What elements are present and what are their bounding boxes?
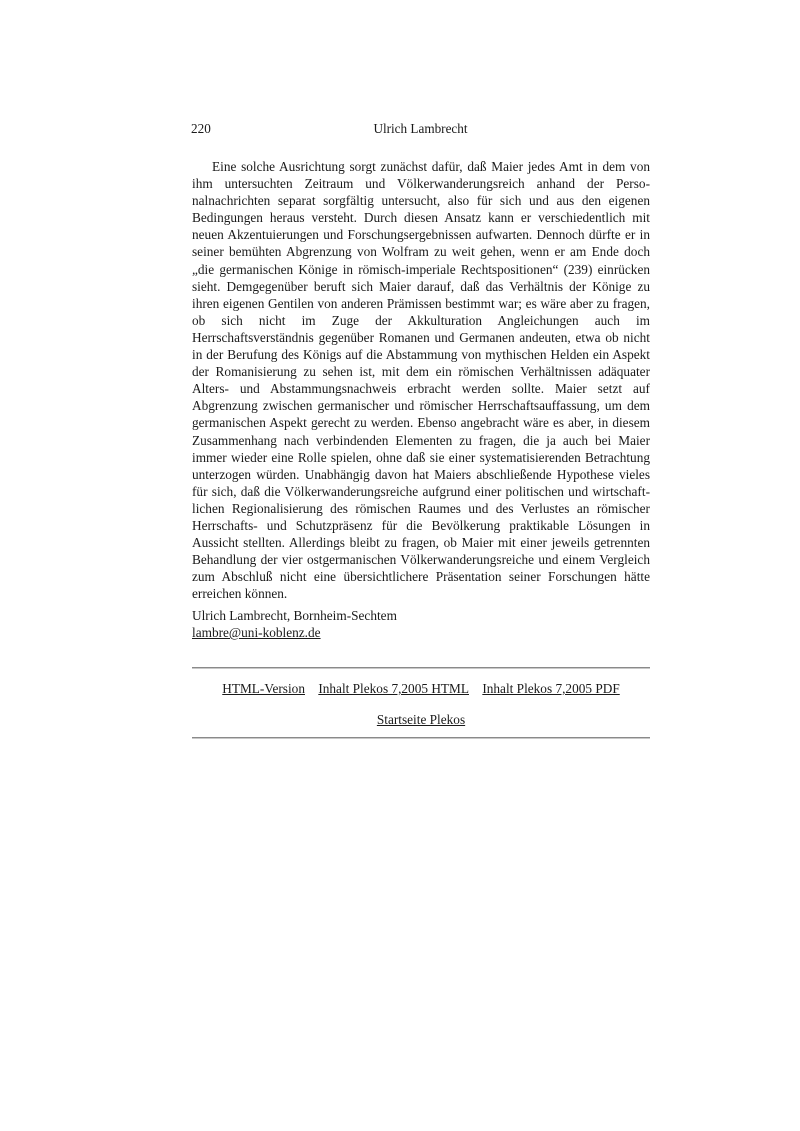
author-location: Ulrich Lambrecht, Bornheim-Sechtem xyxy=(192,608,397,623)
divider-top xyxy=(192,667,650,669)
signature-block xyxy=(192,607,650,641)
page-header xyxy=(191,120,650,138)
nav-row-2 xyxy=(192,711,650,728)
paragraph: Eine solche Ausrichtung sorgt zunächst dafür, daß Maier jedes Amt in dem von ihm untersuchten Zeitraum und Völkerwanderungsreich anhand der Personalnachrichten separat sorgfältig untersucht, also für sich und aus den eigenen Bedingungen heraus versteht. Durch diesen Ansatz kann er verschiedentlich mit neuen Akzentuierungen und Forschungsergebnissen aufwarten. Dennoch dürfte er in seiner bemühten Abgrenzung von Wolfram zu weit gehen, wenn er am Ende doch „die germanischen Könige in römisch-imperiale Rechtspositionen“ (239) einrücken sieht. Demgegenüber beruft sich Maier darauf, daß das Verhältnis der Könige zu ihren eigenen Gentilen von anderen Prämissen bestimmt war; es wäre aber zu fragen, ob sich nicht im Zuge der Akkulturation Angleichungen auch im Herrschaftsverständnis gegenüber Romanen und Germanen andeuten, etwa ob nicht in der Berufung des Königs auf die Abstammung von mythischen Helden ein Aspekt der Romanisierung zu sehen ist, mit dem ein römischen Verhältnissen adäquater Alters- und Abstammungsnachweis erbracht werden sollte. Maier setzt auf Abgrenzung zwischen germanischer und römischer Herrschaftsauffassung, um dem germanischen Aspekt gerecht zu werden. Ebenso angebracht wäre es aber, in diesem Zusammenhang nach verbindenden Elementen zu fragen, die ja auch bei Maier immer wieder eine Rolle spielen, ohne daß sie einer systematisierenden Betrachtung unterzogen würden. Unabhängig davon hat Maiers abschließende Hypothese vieles für sich, daß die Völkerwanderungsreiche aufgrund einer politischen und wirtschaftlichen Regionalisierung des römischen Raumes und des Verlustes an römischer Herrschafts- und Schutzpräsenz für die Bevölkerung praktikable Lösungen in Aussicht stellten. Allerdings bleibt zu fragen, ob Maier mit einer jeweils getrennten Behandlung der vier ostgermanischen Völkerwanderungsreiche und einem Vergleich zum Abschluß nicht eine übersichtlichere Präsentation seiner Forschungen hätte erreichen können. xyxy=(192,159,650,602)
page-number: 220 xyxy=(191,121,211,136)
footer-navigation xyxy=(192,680,650,728)
email-link[interactable]: lambre@uni-koblenz.de xyxy=(192,625,321,641)
html-version-link[interactable]: HTML-Version xyxy=(222,681,305,696)
contents-pdf-link[interactable]: Inhalt Plekos 7,2005 PDF xyxy=(482,681,620,696)
divider-bottom xyxy=(192,737,650,739)
nav-row-1 xyxy=(192,680,650,697)
review-body xyxy=(192,158,650,602)
contents-html-link[interactable]: Inhalt Plekos 7,2005 HTML xyxy=(318,681,469,696)
running-head: Ulrich Lambrecht xyxy=(373,121,468,136)
plekos-home-link[interactable]: Startseite Plekos xyxy=(376,712,466,727)
